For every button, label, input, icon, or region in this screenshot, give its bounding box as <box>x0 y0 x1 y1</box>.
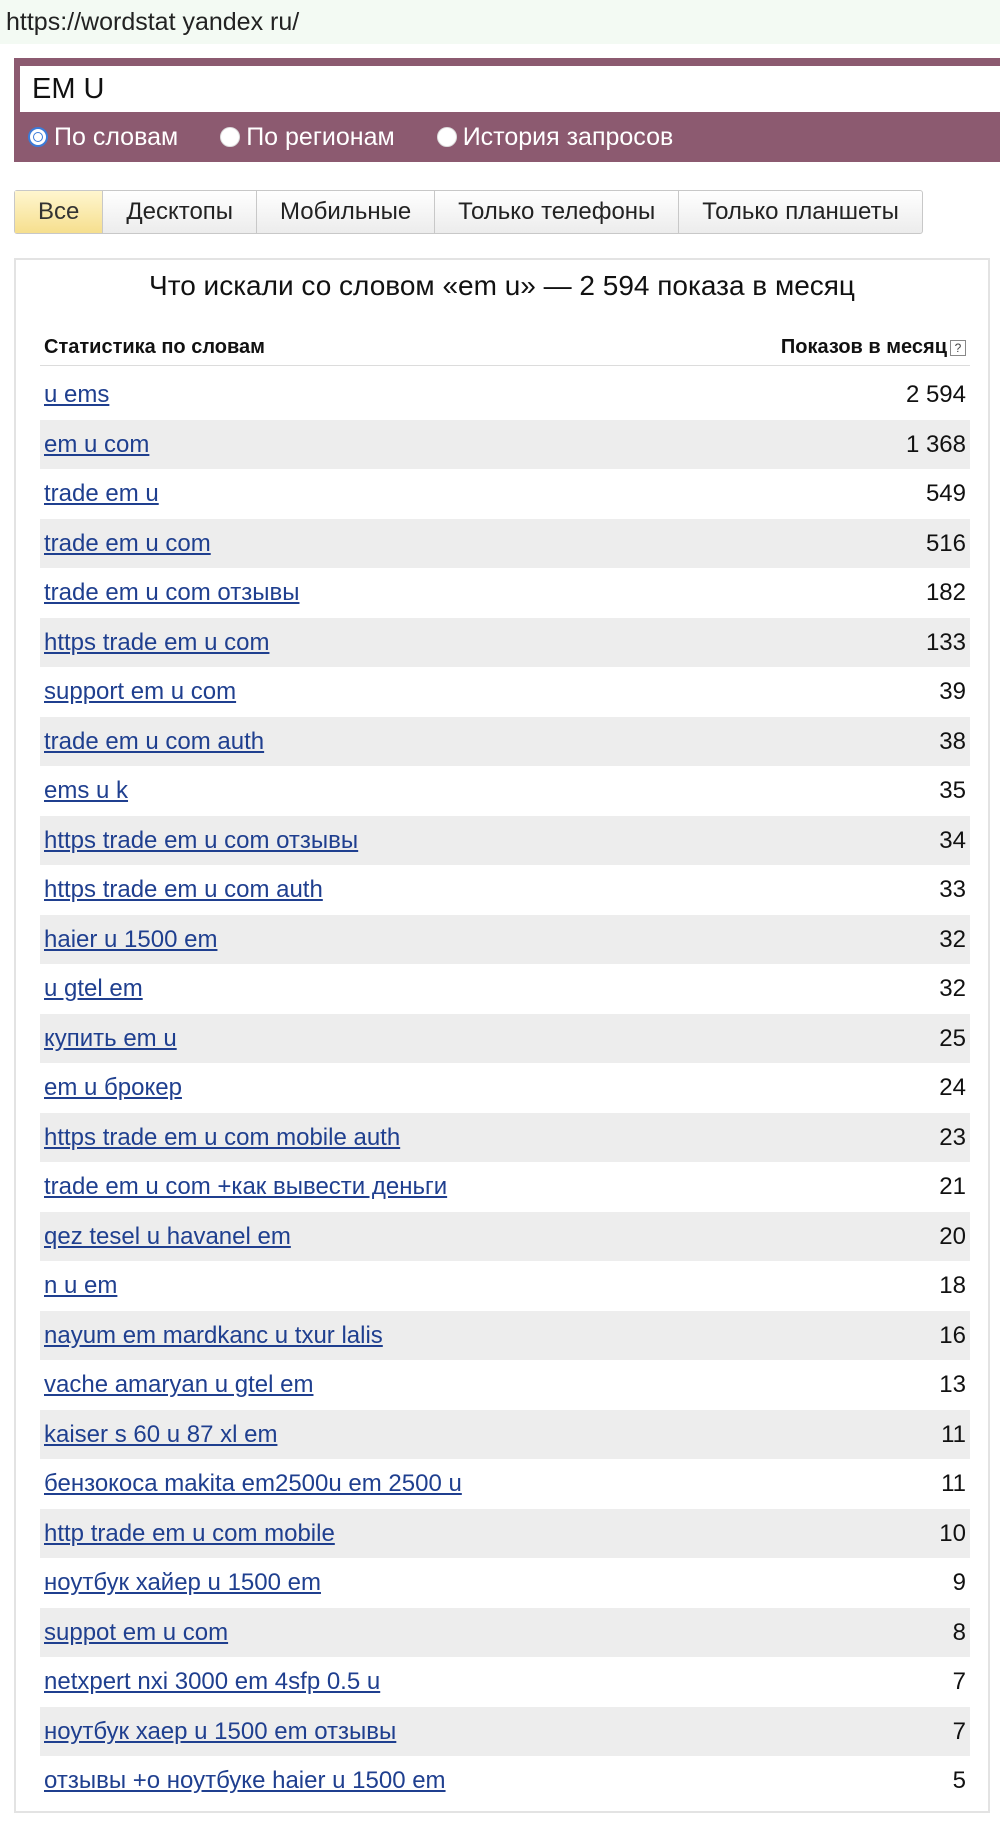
mode-query-history-radio[interactable] <box>437 127 457 147</box>
impressions-count: 32 <box>939 925 966 953</box>
impressions-count: 33 <box>939 876 966 903</box>
phrase-link[interactable]: ноутбук хайер u 1500 em <box>44 1569 321 1596</box>
phrase-link[interactable]: trade em u com отзывы <box>44 579 300 606</box>
mode-by-regions-label: По регионам <box>246 122 395 151</box>
impressions-count: 39 <box>939 678 966 705</box>
stats-table-body <box>40 370 970 1806</box>
phrase-link[interactable]: https trade em u com auth <box>44 876 323 903</box>
impressions-count: 13 <box>939 1371 966 1398</box>
phrase-link[interactable]: n u em <box>44 1272 118 1299</box>
phrase-link[interactable]: trade em u com <box>44 529 211 557</box>
table-row <box>40 717 970 767</box>
table-row <box>40 865 970 915</box>
table-row <box>40 1459 970 1509</box>
impressions-count: 516 <box>925 529 966 557</box>
word-stats-panel <box>14 258 990 1813</box>
phrase-link[interactable]: trade em u com auth <box>44 727 265 755</box>
impressions-count: 34 <box>939 826 966 854</box>
phrase-link[interactable]: u ems <box>44 381 110 408</box>
phrase-link[interactable]: nayum em mardkanc u txur lalis <box>44 1321 383 1349</box>
tab-phones-only[interactable]: Только телефоны <box>435 191 679 233</box>
impressions-count: 24 <box>939 1074 966 1101</box>
phrase-link[interactable]: ноутбук хаер u 1500 em отзывы <box>44 1717 397 1745</box>
phrase-link[interactable]: em u брокер <box>44 1074 182 1101</box>
table-row <box>40 370 970 420</box>
tab-mobile[interactable]: Мобильные <box>257 191 435 233</box>
impressions-count: 10 <box>939 1519 966 1547</box>
phrase-link[interactable]: trade em u <box>44 480 159 507</box>
mode-by-words[interactable] <box>28 123 178 152</box>
phrase-link[interactable]: em u com <box>44 430 150 458</box>
phrase-link[interactable]: trade em u com +как вывести деньги <box>44 1173 448 1200</box>
impressions-count: 20 <box>939 1222 966 1250</box>
impressions-count: 25 <box>939 1024 966 1052</box>
table-row <box>40 1113 970 1163</box>
phrase-link[interactable]: бензокоса makita em2500u em 2500 u <box>44 1470 462 1497</box>
tab-all[interactable]: Все <box>15 191 103 233</box>
table-row <box>40 1212 970 1262</box>
impressions-count: 18 <box>939 1272 966 1299</box>
impressions-count: 2 594 <box>905 381 966 408</box>
impressions-count: 7 <box>952 1668 966 1695</box>
column-header-count-label: Показов в месяц <box>780 336 947 358</box>
table-row <box>40 1311 970 1361</box>
table-row <box>40 1558 970 1608</box>
mode-query-history[interactable] <box>437 123 674 152</box>
impressions-count: 16 <box>939 1321 966 1349</box>
phrase-link[interactable]: kaiser s 60 u 87 xl em <box>44 1420 278 1448</box>
table-row <box>40 1657 970 1707</box>
table-row <box>40 1410 970 1460</box>
table-row <box>40 1014 970 1064</box>
search-input[interactable] <box>20 66 1000 112</box>
table-row <box>40 667 970 717</box>
address-url: https://wordstat yandex ru/ <box>6 8 300 36</box>
stats-table-header <box>40 330 970 366</box>
phrase-link[interactable]: https trade em u com <box>44 628 270 656</box>
impressions-count: 7 <box>952 1717 966 1745</box>
device-tabs <box>14 190 923 234</box>
table-row <box>40 1162 970 1212</box>
address-bar[interactable] <box>0 0 1000 44</box>
column-header-words: Статистика по словам <box>44 336 265 358</box>
mode-by-words-label: По словам <box>54 122 179 151</box>
impressions-count: 11 <box>941 1420 966 1448</box>
impressions-count: 549 <box>925 480 966 507</box>
stats-title: Что искали со словом «em u» — 2 594 показа в месяц <box>149 270 855 301</box>
table-row <box>40 1756 970 1806</box>
table-row <box>40 618 970 668</box>
table-row <box>40 469 970 519</box>
table-row <box>40 1707 970 1757</box>
help-icon[interactable]: ? <box>950 340 966 356</box>
column-header-count <box>781 336 966 359</box>
phrase-link[interactable]: u gtel em <box>44 975 143 1002</box>
impressions-count: 9 <box>952 1569 966 1596</box>
phrase-link[interactable]: qez tesel u havanel em <box>44 1222 291 1250</box>
table-row <box>40 766 970 816</box>
table-row <box>40 420 970 470</box>
phrase-link[interactable]: https trade em u com отзывы <box>44 826 359 854</box>
table-row <box>40 964 970 1014</box>
phrase-link[interactable]: support em u com <box>44 678 237 705</box>
table-row <box>40 1360 970 1410</box>
mode-by-regions-radio[interactable] <box>220 127 240 147</box>
table-row <box>40 816 970 866</box>
impressions-count: 32 <box>939 975 966 1002</box>
phrase-link[interactable]: купить em u <box>44 1024 177 1052</box>
impressions-count: 11 <box>941 1470 966 1497</box>
phrase-link[interactable]: ems u k <box>44 777 129 804</box>
impressions-count: 35 <box>939 777 966 804</box>
table-row <box>40 1063 970 1113</box>
table-row <box>40 915 970 965</box>
table-row <box>40 1608 970 1658</box>
impressions-count: 133 <box>925 628 966 656</box>
search-panel <box>14 58 1000 162</box>
tab-desktops[interactable]: Десктопы <box>103 191 257 233</box>
impressions-count: 23 <box>939 1123 966 1151</box>
phrase-link[interactable]: vache amaryan u gtel em <box>44 1371 314 1398</box>
mode-query-history-label: История запросов <box>462 122 674 151</box>
table-row <box>40 568 970 618</box>
phrase-link[interactable]: haier u 1500 em <box>44 925 218 953</box>
search-mode-group <box>28 118 715 156</box>
phrase-link[interactable]: netxpert nxi 3000 em 4sfp 0.5 u <box>44 1668 381 1695</box>
mode-by-regions[interactable] <box>220 123 395 152</box>
table-row <box>40 1509 970 1559</box>
impressions-count: 5 <box>952 1767 966 1794</box>
mode-by-words-radio[interactable] <box>28 127 48 147</box>
impressions-count: 38 <box>939 727 966 755</box>
impressions-count: 182 <box>925 579 966 606</box>
impressions-count: 21 <box>939 1173 966 1200</box>
phrase-link[interactable]: http trade em u com mobile <box>44 1519 335 1547</box>
tab-tablets-only[interactable]: Только планшеты <box>702 198 899 225</box>
table-row <box>40 519 970 569</box>
table-row <box>40 1261 970 1311</box>
phrase-link[interactable]: отзывы +о ноутбуке haier u 1500 em <box>44 1767 446 1794</box>
phrase-link[interactable]: suppot em u com <box>44 1618 229 1646</box>
phrase-link[interactable]: https trade em u com mobile auth <box>44 1123 401 1151</box>
impressions-count: 1 368 <box>905 430 966 458</box>
impressions-count: 8 <box>952 1618 966 1646</box>
